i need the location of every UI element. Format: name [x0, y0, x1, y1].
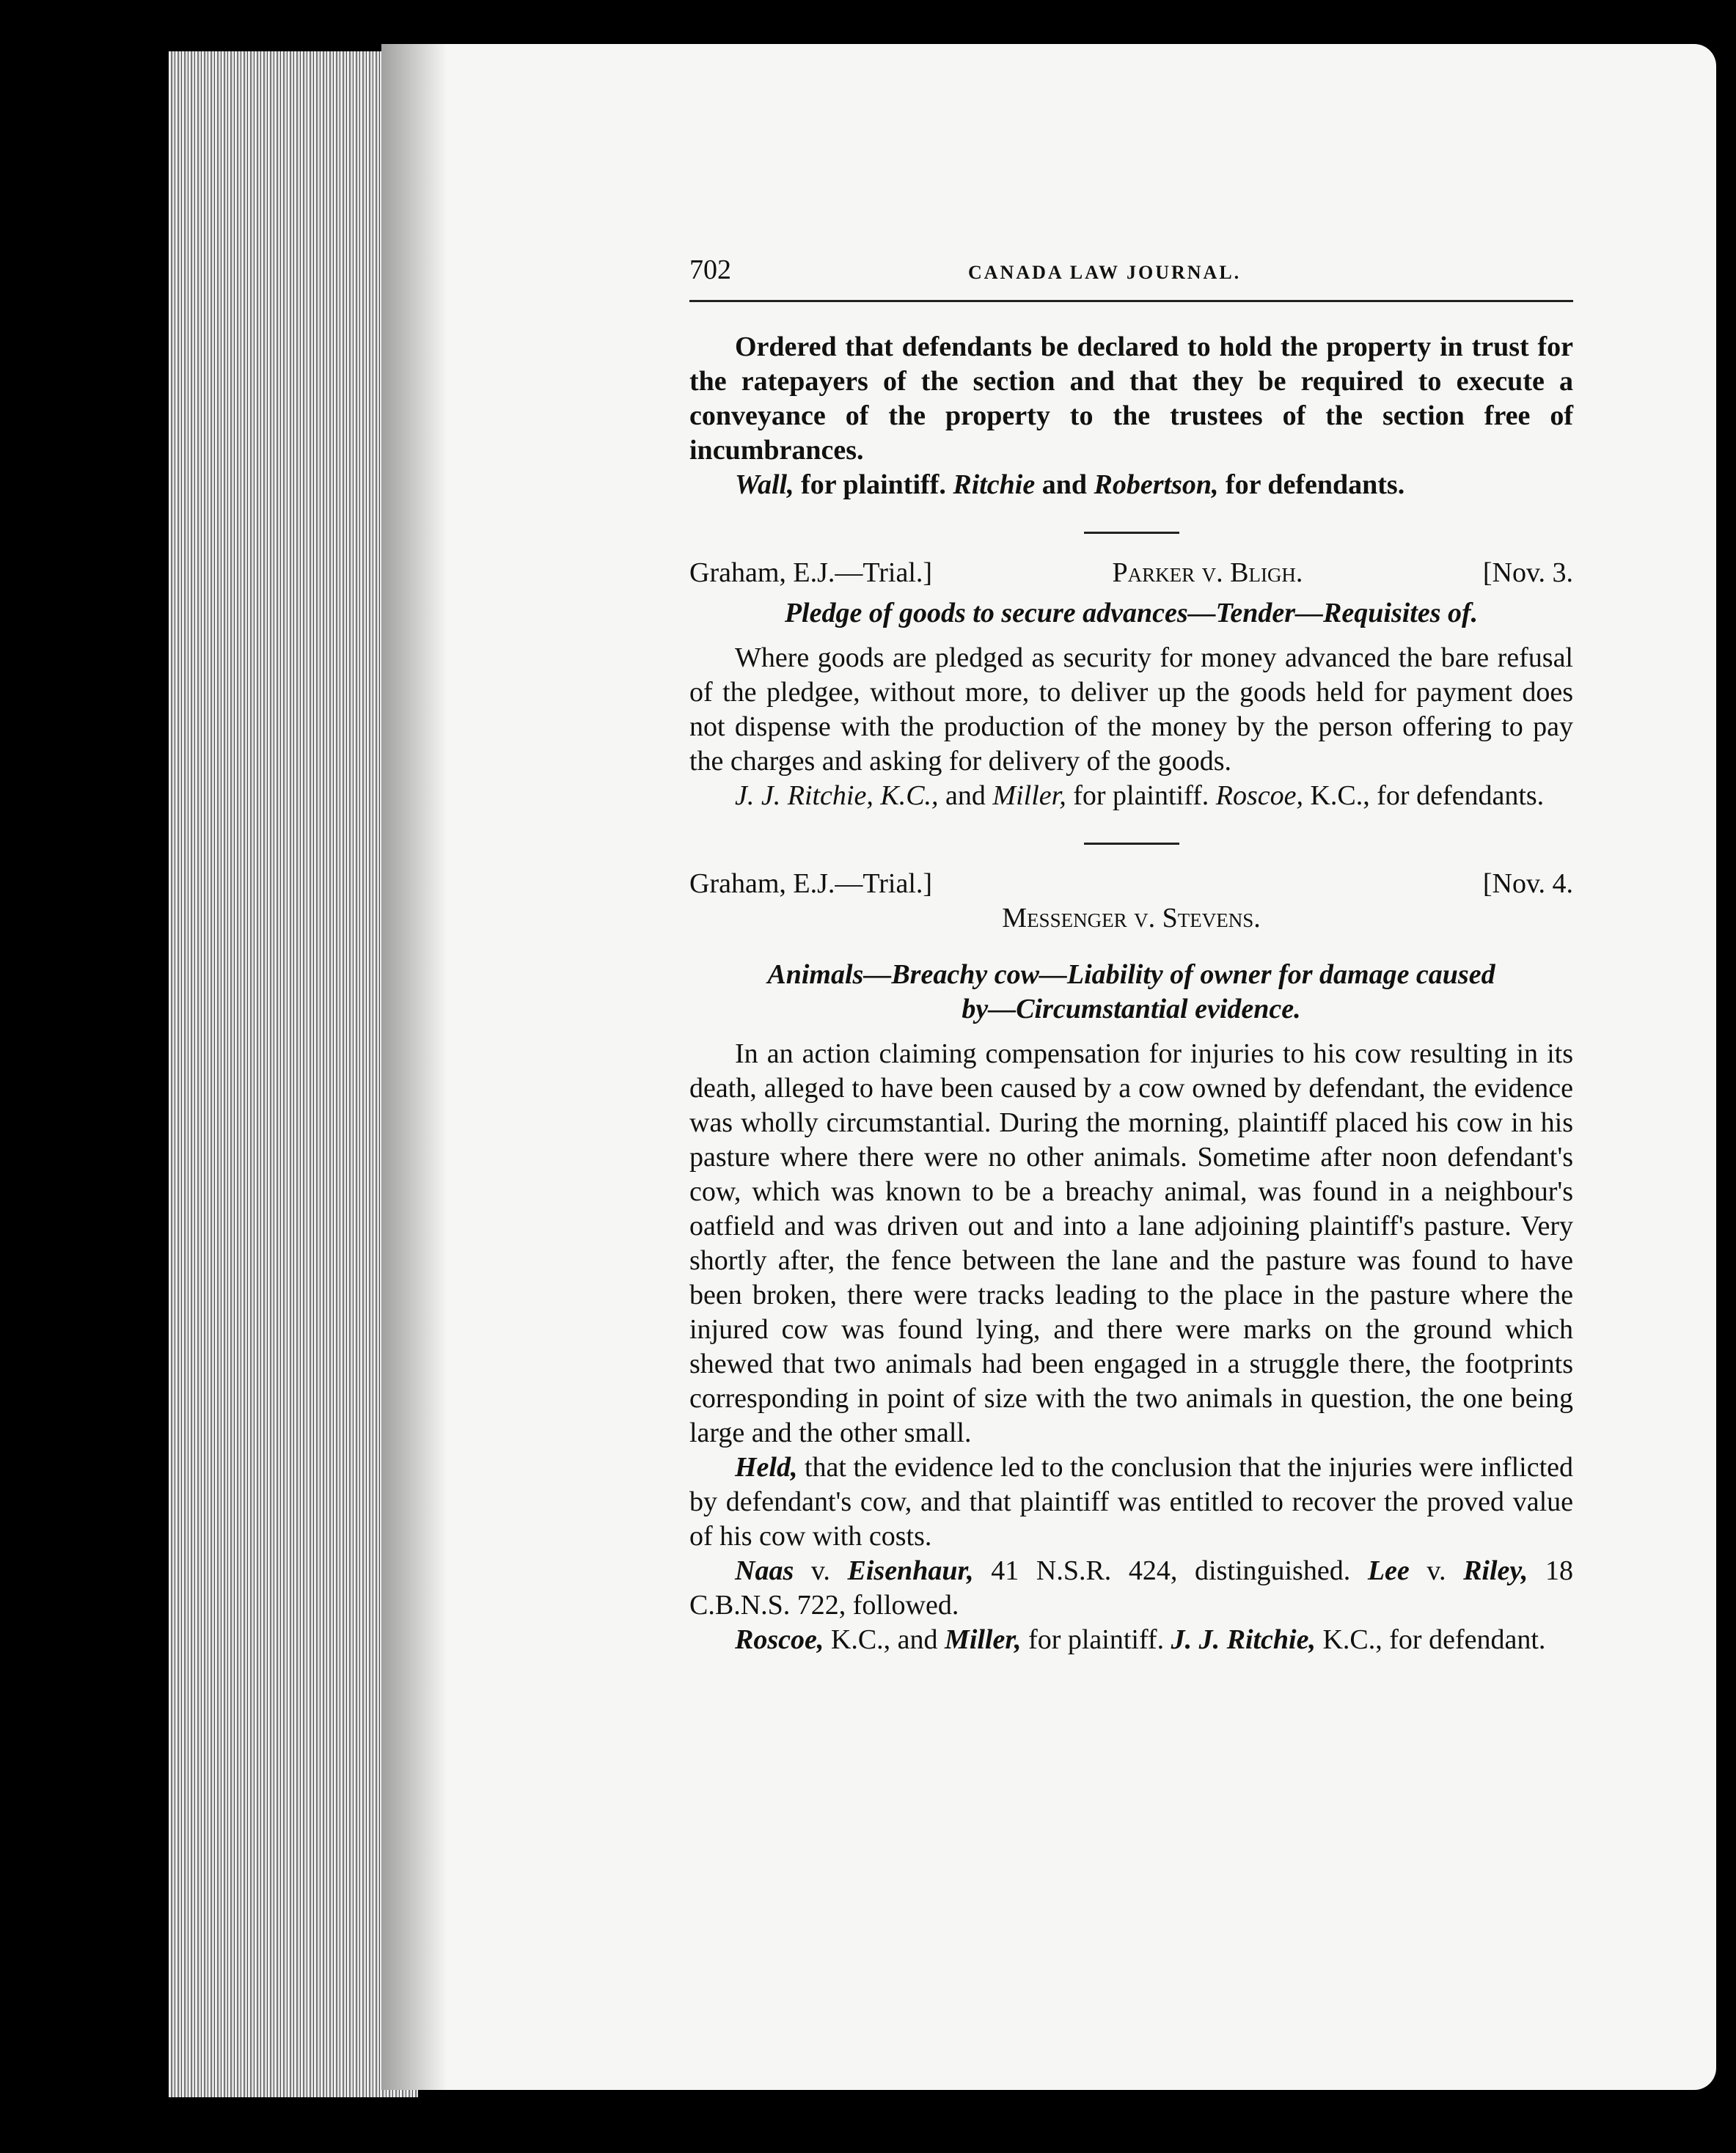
page-header — [689, 253, 1573, 302]
counsel-name: Miller, — [945, 1624, 1022, 1655]
counsel-name: Roscoe, — [1215, 780, 1303, 811]
citation-name: Lee — [1367, 1555, 1410, 1586]
held-paragraph — [689, 1450, 1573, 1554]
counsel-text: for plaintiff. — [794, 469, 953, 500]
citations-paragraph — [689, 1554, 1573, 1623]
citation-text: 41 N.S.R. 424, distinguished. — [973, 1555, 1368, 1586]
section-divider — [1084, 843, 1179, 845]
counsel-name: Wall, — [735, 469, 794, 500]
counsel-name: Miller, — [992, 780, 1066, 811]
case-body: In an action claiming compensation for injuries to his cow resulting in its death, alleged to have been caused by a cow owned by defendant, the evidence was wholly circumstantial. During the morning, plaintiff placed his cow in his pasture where there were no other animals. Sometime after noon defendant's cow, which was known to be a breachy animal, was found in a neighbour's oatfield and was driven out and into a lane adjoining plaintiff's pasture. Very shortly after, the fence between the lane and the pasture was found to have been broken, there were tracks leading to the place in the pasture where the injured cow was found lying, and there were marks on the ground which shewed that two animals had been engaged in a struggle there, the footprints corresponding in point of size with the two animals in question, the one being large and the other small. — [689, 1038, 1573, 1448]
counsel-name: Roscoe, — [735, 1624, 824, 1655]
citation-name: Eisenhaur, — [847, 1555, 974, 1586]
book-page-edges — [169, 51, 418, 2097]
court-label: Graham, E.J.—Trial.] — [689, 868, 933, 899]
page-number: 702 — [689, 254, 731, 285]
counsel-text: for defendants. — [1218, 469, 1405, 500]
counsel-text: and — [1035, 469, 1094, 500]
section-divider — [1084, 532, 1179, 534]
case-body: Where goods are pledged as security for money advanced the bare refusal of the pledgee, without more, to deliver up the goods held for payment does not dispense with the production of the money by the person offering to pay the charges and asking for delivery of the goods. — [689, 642, 1573, 777]
citation-text: v. — [1409, 1555, 1464, 1586]
case-date: [Nov. 3. — [1482, 557, 1573, 588]
court-label: Graham, E.J.—Trial.] — [689, 557, 933, 588]
counsel-text: for plaintiff. — [1021, 1624, 1171, 1655]
citation-text: 18 C.B.N.S. 722, followed. — [689, 1555, 1573, 1621]
page-content — [689, 253, 1573, 1657]
held-word: Held, — [735, 1452, 798, 1483]
counsel-name: J. J. Ritchie, K.C., — [735, 780, 939, 811]
case-header-messenger — [689, 867, 1573, 901]
citation-name: Naas — [735, 1555, 794, 1586]
order-paragraph: Ordered that defendants be declared to hold the property in trust for the ratepayers of the section and that they be required to execute a conveyance of the property to the trustees of the section free of incumbrances. — [689, 331, 1573, 466]
held-text: that the evidence led to the conclusion that the injuries were inflicted by defendant's cow, and that plaintiff was entitled to recover the proved value of his cow with costs. — [689, 1452, 1573, 1552]
counsel-line-3 — [689, 1623, 1573, 1657]
case-headnote-line2: by—Circumstantial evidence. — [962, 994, 1301, 1024]
counsel-name: J. J. Ritchie, — [1171, 1624, 1316, 1655]
case-title: Parker v. Bligh. — [1112, 557, 1303, 588]
case-headnote: Pledge of goods to secure advances—Tender—Requisites of. — [784, 598, 1479, 628]
counsel-text: K.C., for defendants. — [1303, 780, 1545, 811]
running-head: CANADA LAW JOURNAL. — [968, 262, 1242, 283]
counsel-name: Ritchie — [953, 469, 1036, 500]
counsel-name: Robertson, — [1094, 469, 1219, 500]
case-header-parker — [689, 556, 1573, 590]
citation-text: v. — [794, 1555, 848, 1586]
counsel-text: and — [938, 780, 993, 811]
case-title: Messenger v. Stevens. — [1002, 903, 1261, 934]
case-headnote-line1: Animals—Breachy cow—Liability of owner for damage caused — [767, 959, 1495, 990]
counsel-line-2 — [689, 779, 1573, 813]
counsel-line-1 — [689, 468, 1573, 502]
gutter-shadow — [381, 44, 447, 2090]
counsel-text: for plaintiff. — [1066, 780, 1216, 811]
counsel-text: K.C., and — [824, 1624, 945, 1655]
citation-name: Riley, — [1463, 1555, 1528, 1586]
counsel-text: K.C., for defendant. — [1315, 1624, 1546, 1655]
case-date: [Nov. 4. — [1482, 868, 1573, 899]
